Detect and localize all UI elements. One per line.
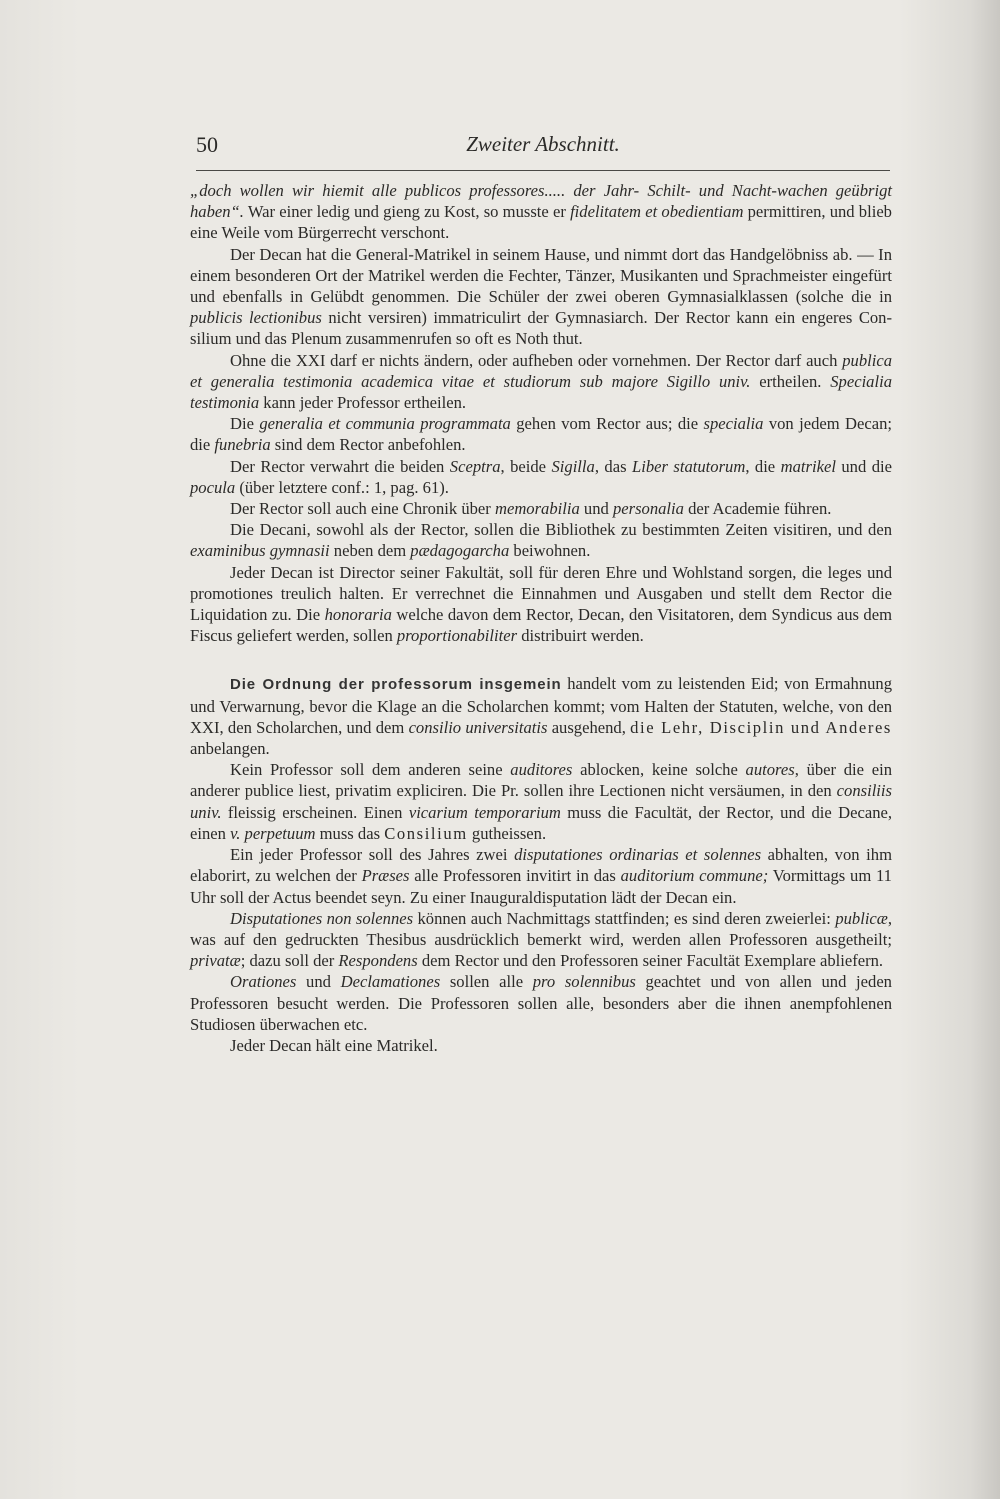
text-run: von jedem Decan; die [190,414,893,455]
text-run: kann jeder Professor ertheilen. [259,393,467,413]
text-run: , beide [500,456,552,476]
text-run: neben dem [329,541,411,561]
italic-text: pro solennibus [532,972,636,992]
text-run: nicht versiren) immatriculirt der Gymnasiarch. Der Rector kann ein engeres Con-silium und das Plenum zusammenrufen so oft es Noth thut. [190,308,893,349]
text-run: Der Rector soll auch eine Chronik über [230,499,495,519]
page-header [196,128,890,160]
italic-text: personalia [612,499,684,519]
text-run: dem Rector und den Professoren seiner Facultät Exemplare abliefern. [417,951,884,971]
italic-text: publica et generalia testimonia academica vitae et studiorum sub majore Sigillo univ. [190,350,892,391]
paragraph [190,350,892,414]
paragraph [190,519,892,561]
paragraph [190,908,892,972]
italic-text: auditores [510,760,573,780]
text-run: gehen vom Rector aus; die [510,414,704,434]
text-run: War einer ledig und gieng zu Kost, so musste er [243,202,571,222]
paragraph [190,244,892,350]
italic-text: consiliis univ. [190,781,892,822]
text-run: (über letztere conf.: 1, pag. 61). [235,477,449,497]
text-run: sind dem Rector anbefohlen. [270,435,466,455]
text-run: Ein jeder Professor soll des Jahres zwei [230,845,515,865]
text-run: können auch Nachmittags stattfinden; es sind deren zweierlei: [413,908,836,928]
paragraph [190,844,892,908]
text-run: Der Rector verwahrt die beiden [230,456,450,476]
text-run: muss die Facultät, der Rector, und die Decane, einen [190,802,892,843]
italic-text: Sceptra [449,456,501,476]
text-run: der Academie führen. [683,499,832,519]
italic-text: Orationes [230,972,297,992]
italic-text: Liber statutorum [631,456,746,476]
paragraph [190,673,892,759]
page-number: 50 [196,132,218,157]
italic-text: Disputationes non solennes [230,908,414,928]
italic-text: v. perpetuum [230,823,316,843]
italic-text: specialia [703,414,764,434]
header-rule [196,170,890,171]
italic-text: Respondens [338,951,418,971]
paragraph [190,759,892,844]
text-run: sollen alle [440,972,533,992]
italic-text: pædagogarcha [410,541,510,561]
paragraph [190,1035,892,1056]
running-title: Zweiter Abschnitt. [466,132,620,156]
body-text [190,180,892,1056]
italic-text: „doch wollen wir hiemit alle publicos professores..... der Jahr- Schilt- und Nacht-wachen geübrigt haben“. [190,181,892,222]
paragraph [190,971,892,1035]
text-run: permittiren, und blieb eine Weile vom Bürgerrecht verschont. [190,202,892,243]
text-run: ausgehend, [547,717,631,737]
paragraph [190,180,892,244]
paragraph [190,413,892,455]
spaced-text: Consilium [384,823,468,843]
italic-text: memorabilia [494,499,580,519]
paragraph [190,498,892,519]
text-run: , das [594,456,632,476]
text-run: welche davon dem Rector, Decan, den Visitatoren, dem Syndicus aus dem Fiscus geliefert werden, sollen [190,605,892,646]
italic-text: generalia et communia programmata [259,414,511,434]
italic-text: Declamationes [340,972,441,992]
text-run: ablocken, keine solche [572,760,746,780]
italic-text: auditorium commune; [620,866,769,886]
text-run: ; dazu soll der [240,951,339,971]
text-run: handelt vom zu leistenden Eid; von Ermahnung und Verwarnung, bevor die Klage an die Scholarchen kommt; vom Halten der Statuten, welche, von den XXI, den Scholarchen, und dem [190,674,893,737]
text-run: ertheilen. [750,371,831,391]
italic-text: matrikel [780,456,836,476]
text-run: , die [745,456,781,476]
italic-text: honoraria [324,605,392,625]
text-run: muss das [315,823,385,843]
text-run: Jeder Decan ist Director seiner Fakultät, soll für deren Ehre und Wohlstand sorgen, die leges und promotiones treulich halten. Er verrechnet die Einnahmen und Ausgaben und stellt dem Rector die Liquidation zu. Die [190,562,892,625]
italic-text: proportionabiliter [396,626,518,646]
text-run: Die Decani, sowohl als der Rector, sollen die Bibliothek zu bestimmten Zeiten visitiren, und den [230,520,892,540]
paragraph [190,456,892,498]
text-run: , was auf den gedruckten Thesibus ausdrücklich bemerkt wird, werden allen Professoren ausgetheilt; [190,908,893,949]
section-heading: Die Ordnung der professorum insgemein [230,676,562,694]
spaced-text: die Lehr, Disciplin und Anderes [630,717,892,737]
text-run: und [579,499,613,519]
text-run: Die [230,414,260,434]
text-run: anbelangen. [190,739,270,759]
italic-text: fidelitatem et obedientiam [570,202,744,222]
text-run: abhalten, von ihm elaborirt, zu welchen der [190,845,892,886]
text-run: Kein Professor soll dem anderen seine [230,760,511,780]
text-run: distribuirt werden. [517,626,644,646]
text-run: geachtet und von allen und jeden Professoren besucht werden. Die Professoren sollen alle, besonders aber die ihnen anempfohlenen Studiosen überwachen etc. [190,972,892,1034]
italic-text: autores [745,760,795,780]
text-run: Ohne die XXI darf er nichts ändern, oder aufheben oder vornehmen. Der Rector darf auch [230,350,843,370]
italic-text: disputationes ordinarias et solennes [514,845,762,865]
italic-text: publicæ [835,908,888,928]
text-run: , über die ein anderer publice liest, privatim expliciren. Die Pr. sollen ihre Lectionen nicht versäumen, in den [190,760,892,801]
italic-text: funebria [214,435,271,455]
text-run: fleissig erscheinen. Einen [221,802,409,822]
text-run: Vormittags um 11 Uhr soll der Actus beendet seyn. Zu einer Inauguraldisputation lädt der Decan ein. [190,866,892,907]
text-run: und [296,972,341,992]
italic-text: vicarium temporarium [408,802,561,822]
italic-text: publicis lectionibus [190,308,322,328]
text-run: gutheissen. [467,823,547,843]
text-run: Der Decan hat die General-Matrikel in seinem Hause, und nimmt dort das Handgelöbniss ab. — In einem besonderen Ort der Matrikel werden die Fechter, Tänzer, Musikanten und Sprachmeister eingefürt und ebenfalls in Gelübdt genommen. Die Schüler der zwei oberen Gymnasialklassen (solche die in [190,244,892,307]
text-run: alle Professoren invitirt in das [409,866,621,886]
text-run: und die [835,456,892,476]
text-run: Jeder Decan hält eine Matrikel. [230,1035,438,1055]
italic-text: examinibus gymnasii [190,541,330,561]
text-run: beiwohnen. [509,541,591,561]
italic-text: Specialia testimonia [190,371,892,413]
italic-text: consilio universitatis [408,717,548,737]
italic-text: privatæ [190,951,241,971]
italic-text: Sigilla [551,456,595,476]
italic-text: pocula [190,477,236,497]
italic-text: Præses [361,866,410,886]
paragraph [190,562,892,647]
